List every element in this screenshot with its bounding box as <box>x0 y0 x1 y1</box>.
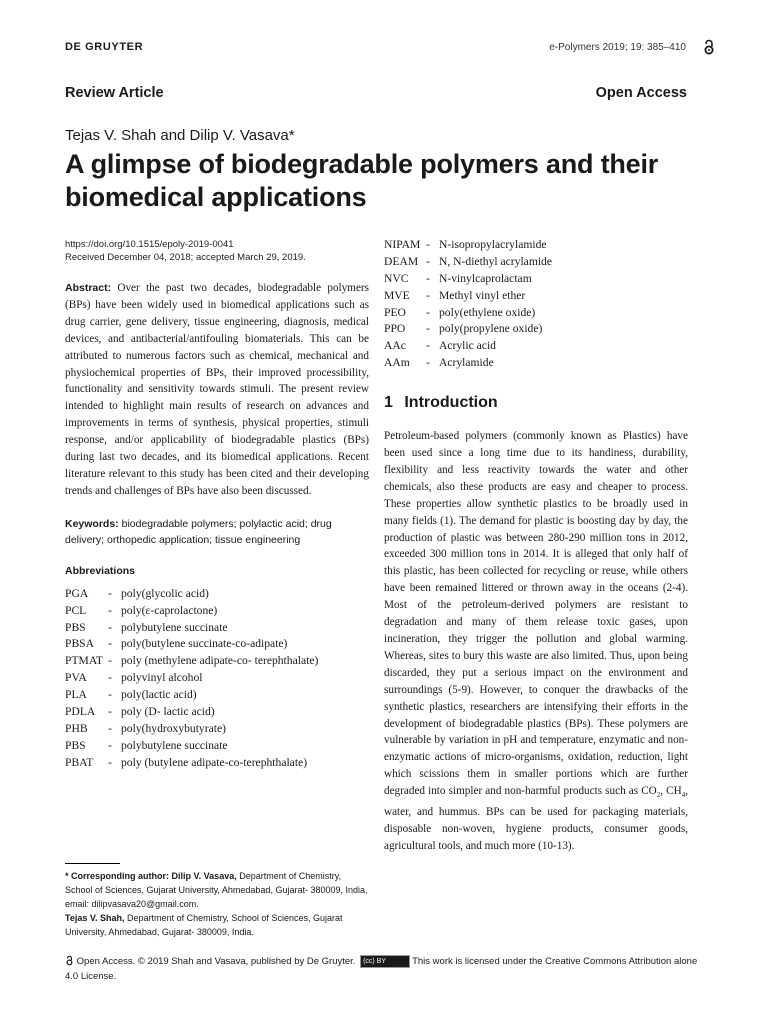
abbreviation-separator: - <box>426 356 430 370</box>
abbreviation-separator: - <box>108 755 112 769</box>
abbreviation-row <box>65 755 369 772</box>
abstract-label: Abstract: <box>65 282 112 294</box>
abbreviation-definition: poly(hydroxybutyrate) <box>121 721 226 735</box>
abbreviation-definition: poly(lactic acid) <box>121 688 197 702</box>
abbreviation-row <box>65 620 369 637</box>
abbreviation: MVE <box>384 288 410 302</box>
abbreviation-separator: - <box>108 705 112 719</box>
section-heading <box>384 394 688 412</box>
abstract <box>65 280 369 500</box>
abbreviation-separator: - <box>426 305 430 319</box>
abbreviation-separator: - <box>108 654 112 668</box>
article-type: Review Article <box>65 85 164 101</box>
abbreviation-row <box>384 254 688 271</box>
abbreviation-row <box>384 305 688 322</box>
license-text-1: Open Access. © 2019 Shah and Vasava, published by De Gruyter. <box>76 956 356 968</box>
abbreviations-title: Abbreviations <box>65 564 136 577</box>
license-notice <box>65 955 705 984</box>
abbreviation: PGA <box>65 586 89 600</box>
abbreviation-separator: - <box>108 688 112 702</box>
abbreviation: DEAM <box>384 254 419 268</box>
open-access-label: Open Access <box>595 85 687 101</box>
journal-citation: e-Polymers 2019; 19: 385–410 <box>549 42 686 53</box>
abbreviation-definition: poly(butylene succinate-co-adipate) <box>121 637 288 651</box>
section-title: Introduction <box>404 394 498 412</box>
abbreviation-definition: Acrylamide <box>439 356 494 370</box>
creative-commons-badge[interactable] <box>360 955 410 968</box>
abbreviation: PCL <box>65 603 87 617</box>
abbreviation-row <box>384 355 688 372</box>
abbreviation-definition: polyvinyl alcohol <box>121 671 203 685</box>
keywords-label: Keywords: <box>65 517 119 530</box>
abbreviation-separator: - <box>108 738 112 752</box>
page-title: A glimpse of biodegradable polymers and their biomedical applications <box>65 149 659 212</box>
abbreviation-definition: poly(ethylene oxide) <box>439 305 536 319</box>
authors: Tejas V. Shah and Dilip V. Vasava* <box>65 127 295 144</box>
abbreviation-row <box>65 653 369 670</box>
open-access-icon <box>702 39 716 55</box>
abbreviation: AAc <box>384 339 406 353</box>
abbreviation: NVC <box>384 271 409 285</box>
abbreviation-row <box>384 338 688 355</box>
abbreviation-separator: - <box>426 271 430 285</box>
abbreviation: PBSA <box>65 637 95 651</box>
abbreviation-definition: poly (butylene adipate-co-terephthalate) <box>121 755 308 769</box>
abbreviation: PPO <box>384 322 406 336</box>
abbreviation-row <box>65 721 369 738</box>
corresponding-author-text: Department of Chemistry, School of Sciences, Gujarat University, Ahmedabad, Gujarat- 380009, India, email: dilipvasava20@gmail.com. <box>65 871 368 909</box>
abbreviation: PEO <box>384 305 406 319</box>
abbreviation-separator: - <box>108 603 112 617</box>
abbreviation: PDLA <box>65 705 96 719</box>
abbreviation-separator: - <box>108 586 112 600</box>
dates: Received December 04, 2018; accepted March 29, 2019. <box>65 252 306 263</box>
abbreviation-row <box>65 670 369 687</box>
abbreviation-row <box>65 704 369 721</box>
abbreviation-separator: - <box>426 238 430 251</box>
publisher-name: DE GRUYTER <box>65 41 144 53</box>
abbreviation-definition: poly(glycolic acid) <box>121 586 209 600</box>
abbreviation: PBS <box>65 620 86 634</box>
left-column <box>65 238 369 772</box>
abbreviation-separator: - <box>108 671 112 685</box>
abbreviation-definition: N-vinylcaprolactam <box>439 271 532 285</box>
abbreviations-list-continued <box>384 237 688 372</box>
keywords-text: biodegradable polymers; polylactic acid; drug delivery; orthopedic application; tissue engineering <box>65 517 332 547</box>
abbreviation-definition: Acrylic acid <box>439 339 496 353</box>
abbreviation: PHB <box>65 721 88 735</box>
abbreviation-separator: - <box>426 254 430 268</box>
abbreviation-separator: - <box>426 322 430 336</box>
abbreviation-row <box>65 738 369 755</box>
keywords <box>65 516 369 549</box>
abbreviation-definition: poly (methylene adipate-co- terephthalate) <box>121 654 319 668</box>
abbreviation: PLA <box>65 688 87 702</box>
right-column <box>384 237 688 855</box>
abbreviation-separator: - <box>108 637 112 651</box>
abbreviation-row <box>384 288 688 305</box>
footnote-divider <box>65 863 120 864</box>
abbreviation-row <box>384 321 688 338</box>
abbreviation-definition: polybutylene succinate <box>121 620 228 634</box>
abbreviation-row <box>384 237 688 254</box>
abbreviation-row <box>65 603 369 620</box>
introduction-text: Petroleum-based polymers (commonly known as Plastics) have been used since a long time due to its handiness, durability, flexibility and less reactivity towards the water and other chemicals, also these products are easy and cheaper to process. These properties allow synthetic plastics to be broadly used in many fields (1). The demand for plastic is boosting day by day, the production of plastic was between 280-290 million tons in 2012, exceeded 300 million tons in 2014. It is alleged that only half of this plastic, has been collected for recycling or reuse, while others have been remained littered or thrown away in the oceans (2-4). Most of the petroleum-derived polymers are resistant to degradation and many of them release toxic gases, upon incineration, they trigger the pollution and global warming. Whereas, sites to bury this waste are also limited. Thus, upon being discarded, they put a serious impact on the environment and surroundings (5-9). However, to conquer the drawbacks of the synthetic plastics, researchers are intensifying their efforts in the development of biodegradable plastics (BPs). These polymers are vulnerable by variation in pH and temperature, enzymatic and non-enzymatic actions of micro-organisms, oxidation, reduction, light which scissions them in smaller portions which are further degraded into simpler and non-harmful products such as $CO_2$, $CH_4$, water, and hummus. BPs can be used for packaging materials, disposable non-woven, hygiene products, consumer goods, agricultural tools, and much more (10-13). <box>384 430 689 853</box>
second-author-text: Department of Chemistry, School of Sciences, Gujarat University, Ahmedabad, Gujarat- 380009, India. <box>65 913 343 937</box>
abbreviation-row <box>384 271 688 288</box>
abbreviation-definition: poly(propylene oxide) <box>439 322 543 336</box>
abbreviation-definition: Methyl vinyl ether <box>439 288 526 302</box>
abstract-text: Over the past two decades, biodegradable polymers (BPs) have been widely used in biomedical applications such as drug carrier, gene delivery, tissue engineering, diagnosis, medical devices, and antibacterial/antifouling biomaterials. This can be attributed to numerous factors such as chemical, mechanical and physiochemical properties of BPs, their improved processibility, functionality and sensitivity towards stimuli. The present review intended to highlight main results of research on advances and improvements in terms of synthesis, physical properties, stimuli response, and/or applicability of biodegradable plastics (BPs) during last two decades, and its biomedical applications. Recent literature relevant to this study has been cited and their developing trends and challenges of BPs have also been discussed. <box>65 282 369 497</box>
doi-link[interactable]: https://doi.org/10.1515/epoly-2019-0041 <box>65 239 234 250</box>
cc-badge-label: (cc) BY <box>363 958 387 965</box>
abbreviation-definition: polybutylene succinate <box>121 738 228 752</box>
corresponding-author-label: * Corresponding author: Dilip V. Vasava, <box>65 871 237 881</box>
abbreviation: PBAT <box>65 755 94 769</box>
abbreviation: PBS <box>65 738 86 752</box>
section-number: 1 <box>384 394 393 412</box>
abbreviation-separator: - <box>426 288 430 302</box>
footnote <box>65 869 370 939</box>
abbreviation-definition: poly (D- lactic acid) <box>121 705 215 719</box>
license-text-2: This work is licensed under the Creative Commons Attribution alone 4.0 License. <box>65 956 698 982</box>
abbreviation-definition: N, N-diethyl acrylamide <box>439 254 552 268</box>
abbreviation: NIPAM <box>384 238 421 251</box>
second-author-label: Tejas V. Shah, <box>65 913 125 923</box>
abbreviation-separator: - <box>108 721 112 735</box>
abbreviation-row <box>65 687 369 704</box>
abbreviation-separator: - <box>426 339 430 353</box>
abbreviation: PTMAT <box>65 654 104 668</box>
abbreviation-definition: poly(ε-caprolactone) <box>121 603 218 617</box>
abbreviation: AAm <box>384 356 410 370</box>
abbreviation-row <box>65 636 369 653</box>
abbreviation-separator: - <box>108 620 112 634</box>
abbreviation: PVA <box>65 671 87 685</box>
abbreviation-definition: N-isopropylacrylamide <box>439 238 547 251</box>
open-access-icon <box>65 955 74 966</box>
abbreviations-list <box>65 586 369 772</box>
abbreviation-row <box>65 586 369 603</box>
